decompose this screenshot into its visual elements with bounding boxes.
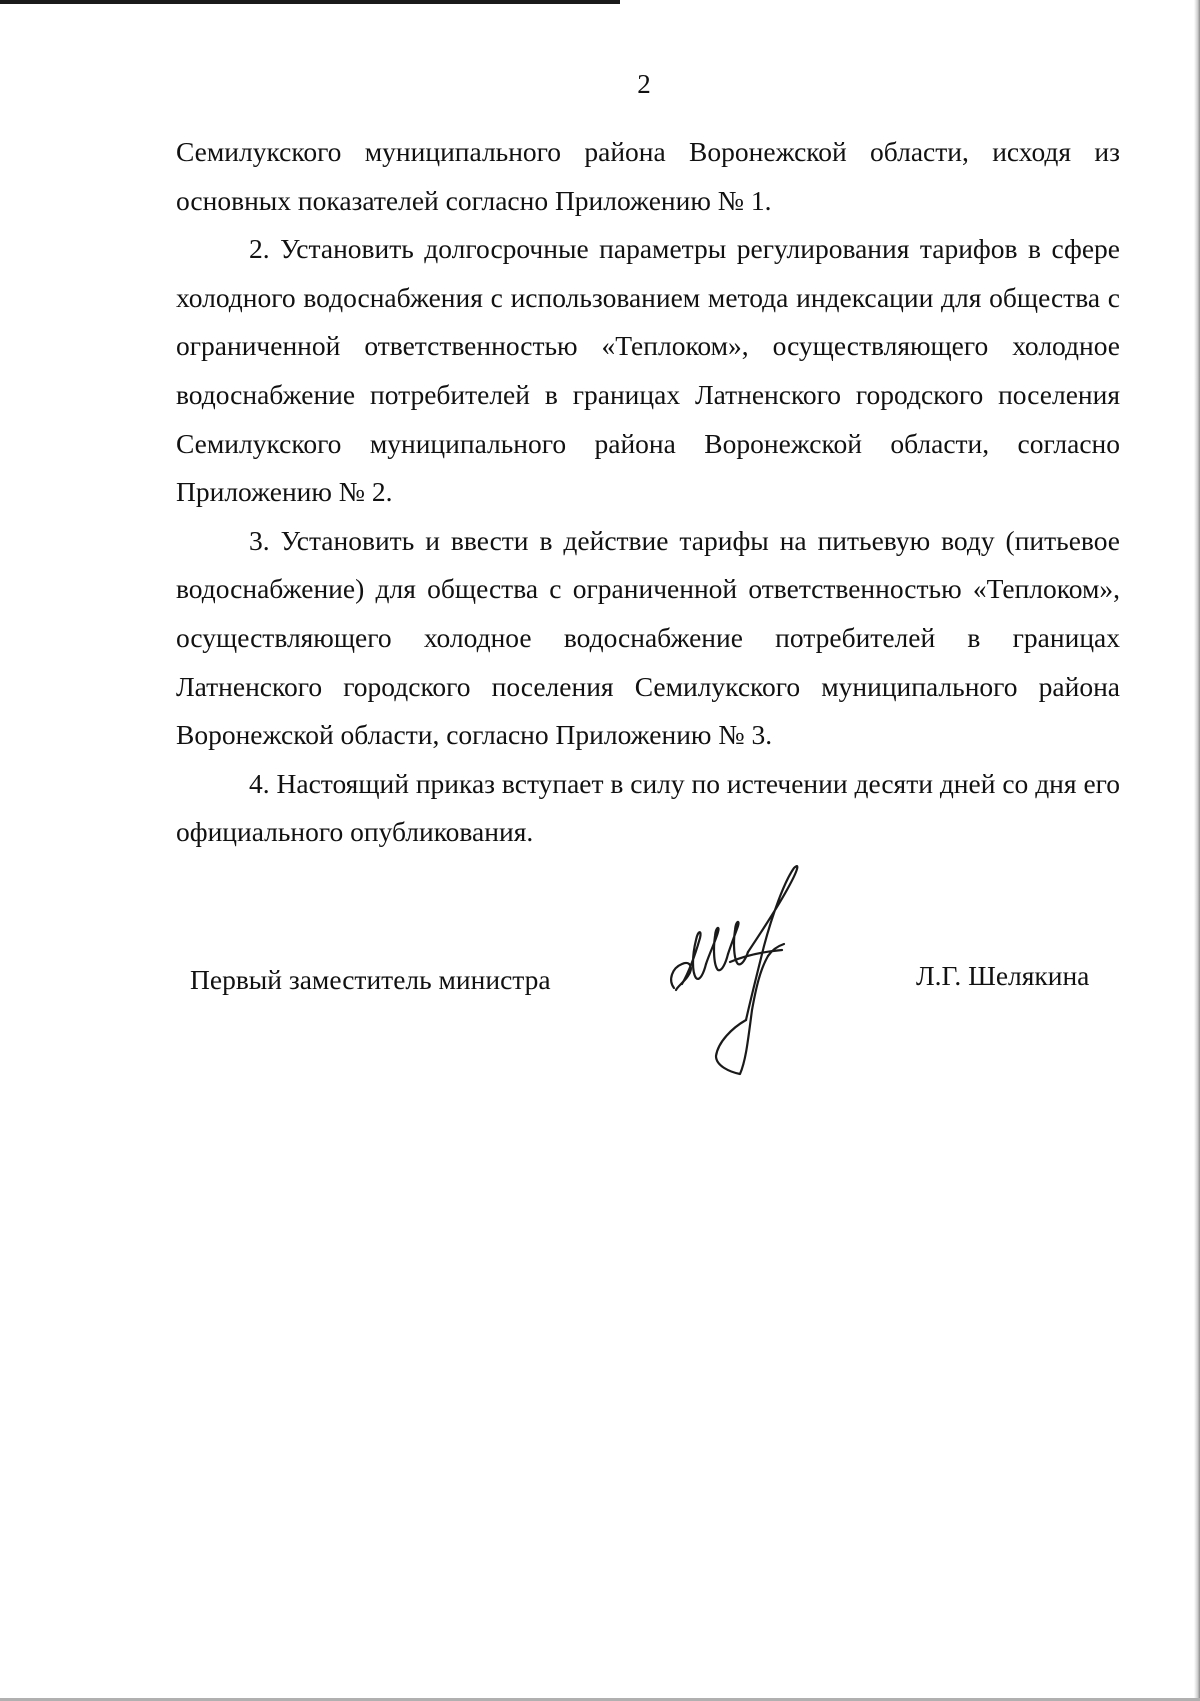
scan-edge-top: [0, 0, 620, 4]
signer-title: Первый заместитель министра: [190, 964, 551, 995]
paragraph-item-4: 4. Настоящий приказ вступает в силу по истечении десяти дней со дня его официального опубликования.: [176, 767, 1120, 848]
paragraph-continuation: Семилукского муниципального района Воронежской области, исходя из основных показателей согласно Приложению № 1.: [176, 136, 1120, 216]
signature-block: [0, 860, 1200, 1080]
paragraph-item-2: 2. Установить долгосрочные параметры регулирования тарифов в сфере холодного водоснабжения с использованием метода индексации для общества с ограниченной ответственностью «Теплоком», осуществляющего холодное водоснабжение потребителей в границах Латненского городского поселения Семилукского муниципального района Воронежской области, согласно Приложению № 2.: [176, 233, 1120, 508]
page-number: 2: [637, 69, 651, 99]
paragraph-item-3: 3. Установить и ввести в действие тарифы на питьевую воду (питьевое водоснабжение) для общества с ограниченной ответственностью «Теплоком», осуществляющего холодное водоснабжение потребителей в границах Латненского городского поселения Семилукского муниципального района Воронежской области, согласно Приложению № 3.: [176, 524, 1120, 751]
handwritten-signature: [660, 860, 850, 1080]
scan-edge-right: [1194, 0, 1200, 1701]
signer-name: Л.Г. Шелякина: [916, 960, 1090, 991]
document-body: [176, 128, 1120, 857]
